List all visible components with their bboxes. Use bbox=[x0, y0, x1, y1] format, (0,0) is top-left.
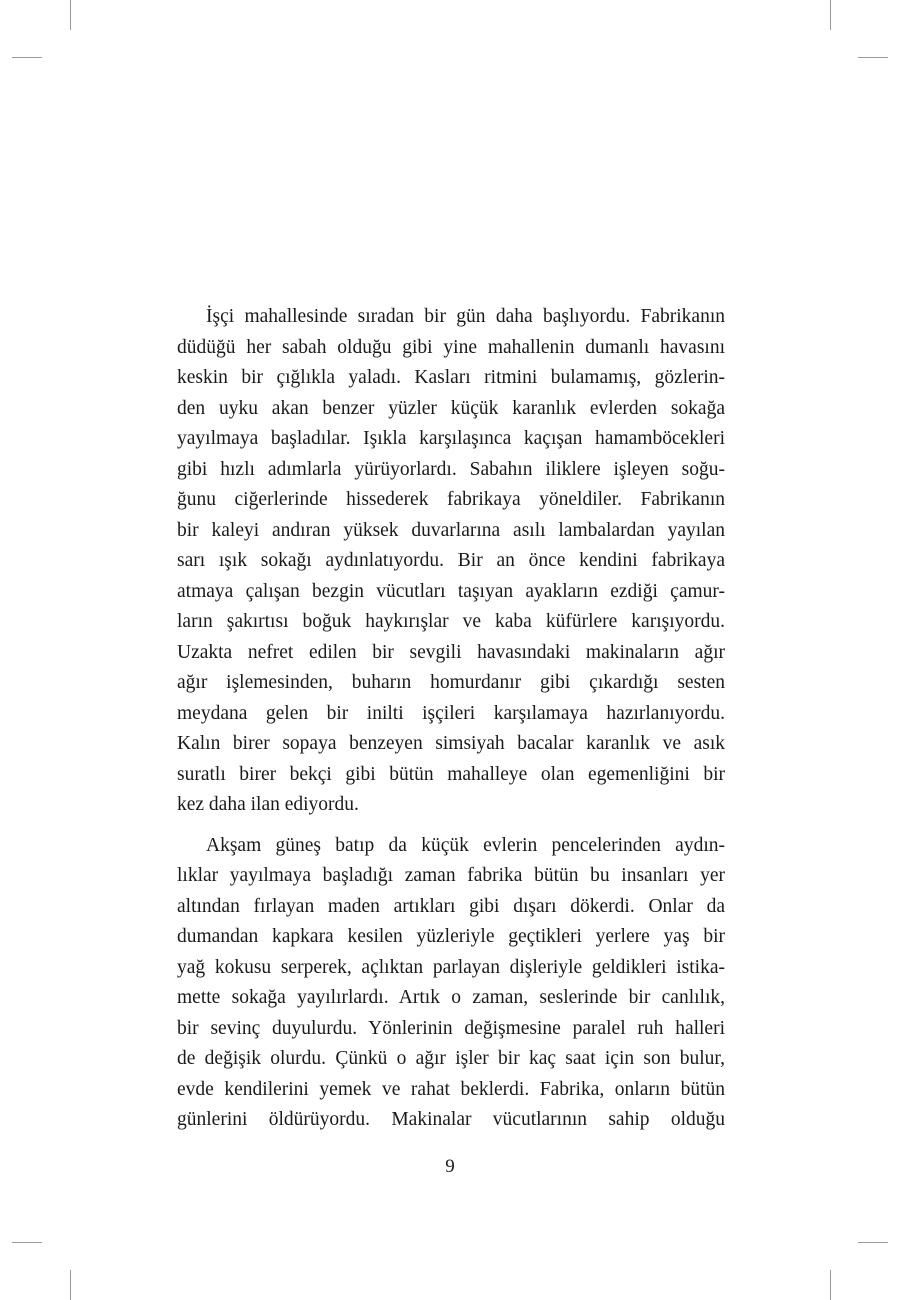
crop-mark-top-left-vertical bbox=[70, 0, 71, 30]
crop-mark-top-left-horizontal bbox=[12, 57, 42, 58]
text-line: Kalın birer sopaya benzeyen simsiyah bacalar karanlık ve asık bbox=[177, 733, 725, 754]
paragraph-1 bbox=[177, 302, 725, 821]
crop-mark-bottom-left-horizontal bbox=[12, 1242, 42, 1243]
text-line: kez daha ilan ediyordu. bbox=[177, 794, 359, 815]
crop-mark-top-right-horizontal bbox=[858, 57, 888, 58]
text-line: ağır işlemesinden, buharın homurdanır gibi çıkardığı sesten bbox=[177, 672, 725, 693]
text-line: lıklar yayılmaya başladığı zaman fabrika bütün bu insanları yer bbox=[177, 865, 725, 886]
text-line: Akşam güneş batıp da küçük evlerin pencelerinden aydın- bbox=[206, 834, 725, 856]
text-line: atmaya çalışan bezgin vücutları taşıyan ayakların ezdiği çamur- bbox=[177, 580, 725, 602]
text-line: mette sokağa yayılırlardı. Artık o zaman, seslerinde bir canlılık, bbox=[177, 987, 725, 1008]
text-line: düdüğü her sabah olduğu gibi yine mahallenin dumanlı havasını bbox=[177, 336, 725, 358]
text-line: de değişik olurdu. Çünkü o ağır işler bir kaç saat için son bulur, bbox=[177, 1048, 725, 1069]
text-line: sarı ışık sokağı aydınlatıyordu. Bir an önce kendini fabrikaya bbox=[177, 550, 725, 571]
text-line: yağ kokusu serperek, açlıktan parlayan dişleriyle geldikleri istika- bbox=[177, 956, 725, 978]
page-number: 9 bbox=[445, 1156, 455, 1177]
text-line: bir kaleyi andıran yüksek duvarlarına asılı lambalardan yayılan bbox=[177, 519, 725, 541]
text-line: suratlı birer bekçi gibi bütün mahalleye olan egemenliğini bir bbox=[177, 763, 725, 785]
crop-mark-bottom-right-horizontal bbox=[858, 1242, 888, 1243]
text-line: altından fırlayan maden artıkları gibi dışarı dökerdi. Onlar da bbox=[177, 895, 725, 917]
text-line: Uzakta nefret edilen bir sevgili havasındaki makinaların ağır bbox=[177, 641, 725, 663]
text-line: ğunu ciğerlerinde hissederek fabrikaya yöneldiler. Fabrikanın bbox=[177, 489, 725, 510]
crop-mark-bottom-right-vertical bbox=[830, 1270, 831, 1300]
text-line: dumandan kapkara kesilen yüzleriyle geçtikleri yerlere yaş bir bbox=[177, 926, 725, 947]
paragraph-2 bbox=[177, 831, 725, 1136]
crop-mark-bottom-left-vertical bbox=[70, 1270, 71, 1300]
text-line: den uyku akan benzer yüzler küçük karanlık evlerden sokağa bbox=[177, 397, 725, 419]
text-line: meydana gelen bir inilti işçileri karşılamaya hazırlanıyordu. bbox=[177, 702, 725, 724]
text-line: gibi hızlı adımlarla yürüyorlardı. Sabahın iliklere işleyen soğu- bbox=[177, 458, 725, 480]
body-text bbox=[177, 302, 725, 1136]
crop-mark-top-right-vertical bbox=[830, 0, 831, 30]
text-line: bir sevinç duyulurdu. Yönlerinin değişmesine paralel ruh halleri bbox=[177, 1017, 725, 1039]
text-line: evde kendilerini yemek ve rahat beklerdi. Fabrika, onların bütün bbox=[177, 1078, 725, 1100]
text-line: yayılmaya başladılar. Işıkla karşılaşınca kaçışan hamamböcekleri bbox=[177, 428, 725, 449]
text-line: ların şakırtısı boğuk haykırışlar ve kaba küfürlere karışıyordu. bbox=[177, 611, 725, 632]
text-line: keskin bir çığlıkla yaladı. Kasları ritmini bulamamış, gözlerin- bbox=[177, 367, 725, 388]
text-line: günlerini öldürüyordu. Makinalar vücutlarının sahip olduğu bbox=[177, 1109, 725, 1130]
text-line: İşçi mahallesinde sıradan bir gün daha başlıyordu. Fabrikanın bbox=[206, 306, 725, 327]
